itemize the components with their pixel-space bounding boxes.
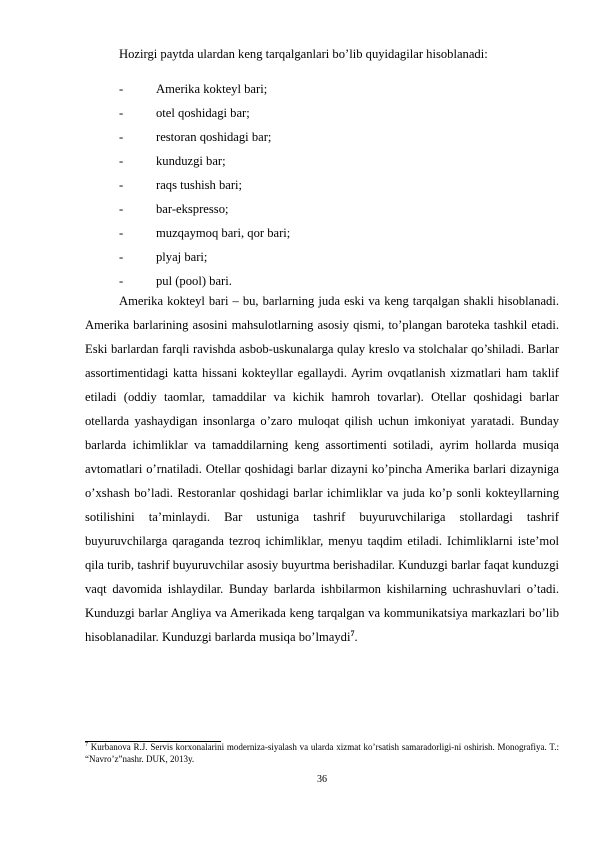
list-item-text: raqs tushish bari; <box>156 178 243 192</box>
list-item-text: Amerika kokteyl bari; <box>156 82 268 96</box>
list-dash: - <box>119 106 124 120</box>
list-item-text: restoran qoshidagi bar; <box>156 130 272 144</box>
list-dash: - <box>119 250 124 264</box>
body-paragraph: Amerika kokteyl bari – bu, barlarning juda eski va keng tarqalgan shakli hisoblanadi. Amerika barlarining asosini mahsulotlarning asosiy qismi, to’plangan baroteka tashkil etadi. Eski barlardan farqli ravishda asbob-uskunalarga qulay kreslo va stolchalar qo’shiladi. Barlar assortimentidagi katta hissani kokteyllar egallaydi. Ayrim ovqatlanish xizmatlari ham taklif etiladi (oddiy taomlar, tamaddilar va kichik hamroh tovarlar). Otellar qoshidagi barlar otellarda yashaydigan insonlarga o’zaro muloqat qilish uchun imkoniyat yaratadi. Bunday barlarda ichimliklar va tamaddilarning keng assortimenti sotiladi, ayrim hollarda musiqa avtomatlari o’rnatiladi. Otellar qoshidagi barlar dizayni ko’pincha Amerika barlari dizayniga o’xshash bo’ladi. Restoranlar qoshidagi barlar ichimliklar va juda ko’p sonli kokteyllarning sotilishini ta’minlaydi. Bar ustuniga tashrif buyuruvchilariga stollardagi tashrif buyuruvchilarga qaraganda tezroq ichimliklar, menyu taqdim etiladi. Ichimliklarni iste’mol qila turib, tashrif buyuruvchilar asosiy buyurtma berishadilar. Kunduzgi barlar faqat kunduzgi vaqt davomida ishlaydilar. Bunday barlarda ishbilarmon kishilarning uchrashuvlari o’tadi. Kunduzgi barlar Angliya va Amerikada keng tarqalgan va kommunikatsiya markazlari bo’lib hisoblanadilar. Kunduzgi barlarda musiqa bo’lmaydi$^7$. <box>85 294 559 644</box>
list-item <box>119 247 559 271</box>
footnote-reference[interactable]: 7 <box>350 628 355 638</box>
list-item <box>119 151 559 175</box>
list-dash: - <box>119 274 124 288</box>
footnote-marker: 7 <box>85 742 88 748</box>
list-item <box>119 223 559 247</box>
footnote-text: Kurbanova R.J. Servis korxonalarini moderniza-siyalash va ularda xizmat ko’rsatish samaradorligi-ni oshirish. Monografiya. T.: “Navro’z”nashr. DUK, 2013y. <box>85 742 559 764</box>
list-item <box>119 127 559 151</box>
list-item <box>119 175 559 199</box>
list-dash: - <box>119 154 124 168</box>
intro-line: Hozirgi paytda ulardan keng tarqalganlari bo’lib quyidagilar hisoblanadi: <box>119 47 488 61</box>
list-dash: - <box>119 130 124 144</box>
list-item-text: kunduzgi bar; <box>156 154 226 168</box>
list-dash: - <box>119 202 124 216</box>
list-item-text: muzqaymoq bari, qor bari; <box>156 226 291 240</box>
list-item-text: otel qoshidagi bar; <box>156 106 250 120</box>
list-dash: - <box>119 226 124 240</box>
list-item <box>119 79 559 103</box>
paragraph-text: Amerika kokteyl bari – bu, barlarning juda eski va keng tarqalgan shakli hisoblanadi. Amerika barlarining asosini mahsulotlarning asosiy qismi, to’plangan baroteka tashkil etadi. Eski barlardan farqli ravishda asbob-uskunalarga qulay kreslo va stolchalar qo’shiladi. Barlar assortimentidagi katta hissani kokteyllar egallaydi. Ayrim ovqatlanish xizmatlari ham taklif etiladi (oddiy taomlar, tamaddilar va kichik hamroh tovarlar). Otellar qoshidagi barlar otellarda yashaydigan insonlarga o’zaro muloqat qilish uchun imkoniyat yaratadi. Bunday barlarda ichimliklar va tamaddilarning keng assortimenti sotiladi, ayrim hollarda musiqa avtomatlari o’rnatiladi. Otellar qoshidagi barlar dizayni ko’pincha Amerika barlari dizayniga o’xshash bo’ladi. Restoranlar qoshidagi barlar ichimliklar va juda ko’p sonli kokteyllarning sotilishini ta’minlaydi. Bar ustuniga tashrif buyuruvchilariga stollardagi tashrif buyuruvchilarga qaraganda tezroq ichimliklar, menyu taqdim etiladi. Ichimliklarni iste’mol qila turib, tashrif buyuruvchilar asosiy buyurtma berishadilar. Kunduzgi barlar faqat kunduzgi vaqt davomida ishlaydilar. Bunday barlarda ishbilarmon kishilarning uchrashuvlari o’tadi. Kunduzgi barlar Angliya va Amerikada keng tarqalgan va kommunikatsiya markazlari bo’lib hisoblanadilar. Kunduzgi barlarda musiqa bo’lmaydi <box>85 294 559 644</box>
footnote <box>85 742 559 765</box>
list-item-text: pul (pool) bari. <box>156 274 232 288</box>
list-item-text: bar-ekspresso; <box>156 202 229 216</box>
list-item <box>119 103 559 127</box>
list-dash: - <box>119 178 124 192</box>
list-item-text: plyaj bari; <box>156 250 208 264</box>
list-dash: - <box>119 82 124 96</box>
page-number: 36 <box>317 774 327 785</box>
bar-types-list <box>119 79 559 295</box>
list-item <box>119 199 559 223</box>
